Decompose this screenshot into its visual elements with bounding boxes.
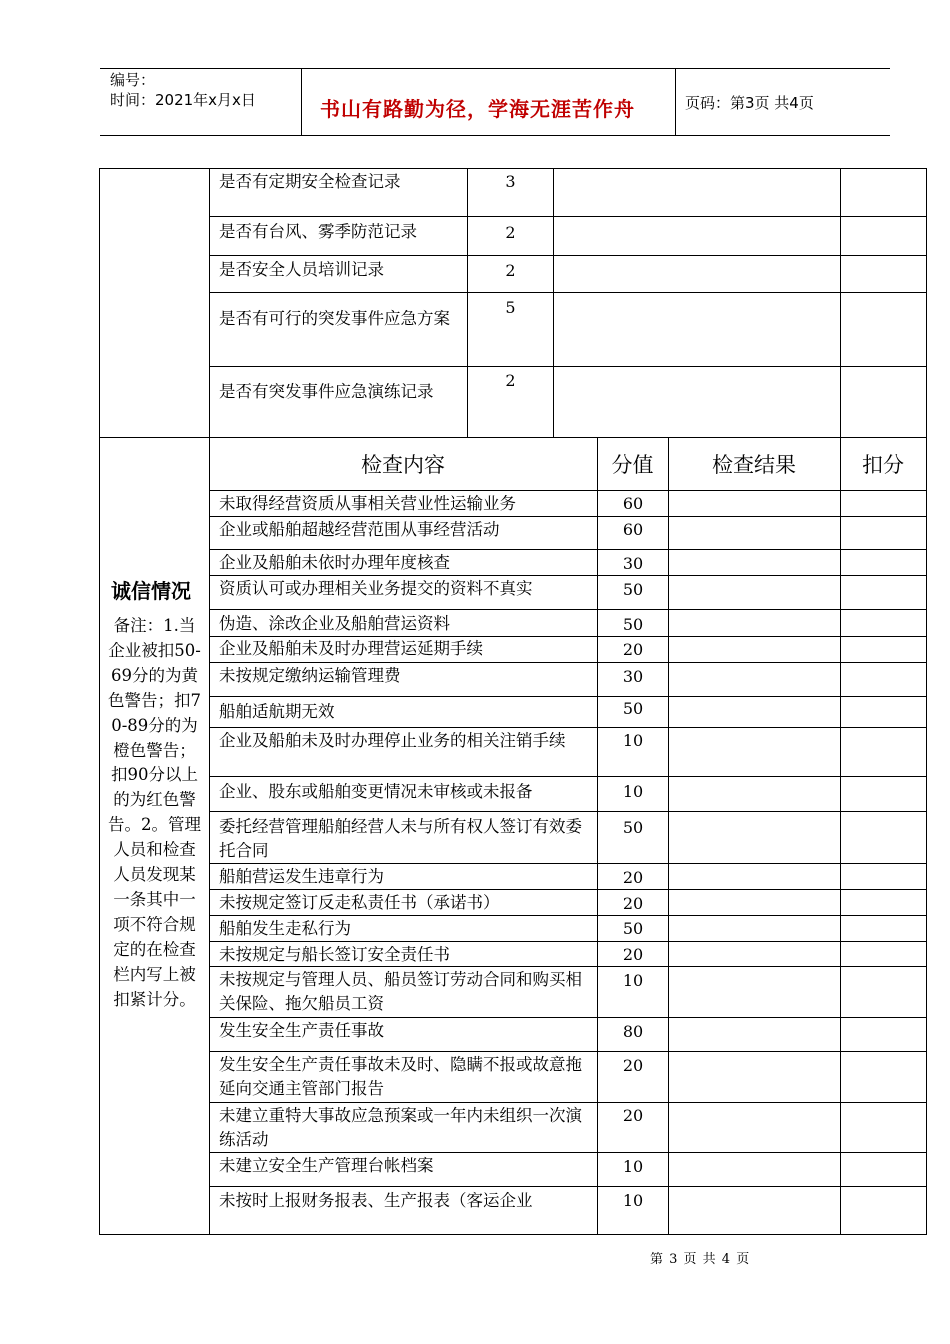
motto: 书山有路勤为径，学海无涯苦作舟: [320, 97, 635, 121]
table-row-item: 船舶发生走私行为: [219, 919, 351, 938]
header-divider-2: [675, 68, 676, 136]
table-row-score: 50: [622, 818, 644, 837]
table-row-item: 未建立安全生产管理台帐档案: [219, 1156, 434, 1175]
table-row-item: 伪造、涂改企业及船舶营运资料: [219, 614, 450, 633]
top-row-score: 2: [505, 261, 516, 280]
table-row-item: 船舶适航期无效: [219, 702, 335, 721]
top-row-item: 是否有可行的突发事件应急方案: [219, 309, 450, 328]
table-row-item: 发生安全生产责任事故: [219, 1021, 384, 1040]
table-row-item: 委托经营管理船舶经营人未与所有权人签订有效委托合同: [219, 817, 582, 860]
integrity-section-title: 诚信情况: [111, 579, 191, 603]
table-row-score: 20: [622, 868, 644, 887]
table-row-item: 未建立重特大事故应急预案或一年内未组织一次演练活动: [219, 1106, 582, 1149]
table-row-score: 10: [622, 731, 644, 750]
table-row-item: 未按规定与船长签订安全责任书: [219, 945, 450, 964]
table-row-item: 企业及船舶未及时办理营运延期手续: [219, 639, 483, 658]
table-row-item: 企业及船舶未及时办理停止业务的相关注销手续: [219, 731, 566, 750]
header-bottom-rule: [100, 135, 890, 136]
table-row-item: 未取得经营资质从事相关营业性运输业务: [219, 494, 516, 513]
column-header-content: 检查内容: [361, 453, 445, 477]
column-header-deduct: 扣分: [862, 453, 904, 477]
header-divider-1: [301, 68, 302, 136]
top-row-item: 是否有定期安全检查记录: [219, 172, 401, 191]
table-row-score: 20: [622, 945, 644, 964]
table-row-item: 发生安全生产责任事故未及时、隐瞒不报或故意拖延向交通主管部门报告: [219, 1055, 582, 1098]
header-top-rule: [100, 68, 890, 69]
table-row-score: 20: [622, 640, 644, 659]
top-row-score: 3: [505, 172, 516, 191]
table-row-score: 50: [622, 615, 644, 634]
table-row-score: 10: [622, 971, 644, 990]
table-left-border: [99, 168, 100, 1235]
table-right-border: [926, 168, 927, 1235]
table-row-item: 资质认可或办理相关业务提交的资料不真实: [219, 579, 533, 598]
page-footer: 第 3 页 共 4 页: [650, 1252, 751, 1267]
table-row-score: 30: [622, 554, 644, 573]
table-row-score: 80: [622, 1022, 644, 1041]
table-row-score: 20: [622, 894, 644, 913]
table-row-score: 20: [622, 1056, 644, 1075]
table-row-item: 船舶营运发生违章行为: [219, 867, 384, 886]
table-row-score: 30: [622, 667, 644, 686]
table-row-item: 未按规定签订反走私责任书（承诺书）: [219, 893, 500, 912]
time-label: 时间：2021年x月x日: [110, 91, 256, 109]
table-row-score: 60: [622, 494, 644, 513]
column-header-score: 分值: [611, 453, 654, 477]
table-row-score: 10: [622, 1191, 644, 1210]
table-row-score: 50: [622, 699, 644, 718]
table-row-score: 50: [622, 919, 644, 938]
table-bottom-border: [99, 1234, 927, 1235]
integrity-note: 备注：1.当企业被扣50-69分的为黄色警告；扣70-89分的为橙色警告；扣90分以上的为红色警告。2。管理人员和检查人员发现某一条其中一项不符合规定的在检查栏内写上被扣紧计分。: [108, 616, 201, 1009]
table-row-item: 企业及船舶未依时办理年度核查: [219, 553, 450, 572]
table-row-score: 50: [622, 580, 644, 599]
section-label-divider: [209, 168, 210, 1235]
top-row-item: 是否有台风、雾季防范记录: [219, 222, 417, 241]
table-row-item: 未按规定与管理人员、船员签订劳动合同和购买相关保险、拖欠船员工资: [219, 970, 582, 1013]
page-code: 页码：第3页 共4页: [685, 94, 814, 112]
top-row-score: 5: [505, 298, 516, 317]
table-row-item: 企业或船舶超越经营范围从事经营活动: [219, 520, 500, 539]
table-row-score: 10: [622, 782, 644, 801]
table-row-item: 未按时上报财务报表、生产报表（客运企业: [219, 1191, 533, 1210]
column-header-result: 检查结果: [712, 453, 796, 477]
serial-label: 编号：: [110, 71, 156, 89]
top-row-item: 是否有突发事件应急演练记录: [219, 382, 434, 401]
table-row-score: 10: [622, 1157, 644, 1176]
top-row-item: 是否安全人员培训记录: [219, 260, 384, 279]
top-row-score: 2: [505, 371, 516, 390]
top-row-score: 2: [505, 223, 516, 242]
table-row-score: 60: [622, 520, 644, 539]
table-row-item: 未按规定缴纳运输管理费: [219, 666, 401, 685]
table-top-border: [99, 168, 927, 169]
section-separator: [99, 437, 927, 438]
table-row-score: 20: [622, 1106, 644, 1125]
table-row-item: 企业、股东或船舶变更情况未审核或未报备: [219, 782, 533, 801]
